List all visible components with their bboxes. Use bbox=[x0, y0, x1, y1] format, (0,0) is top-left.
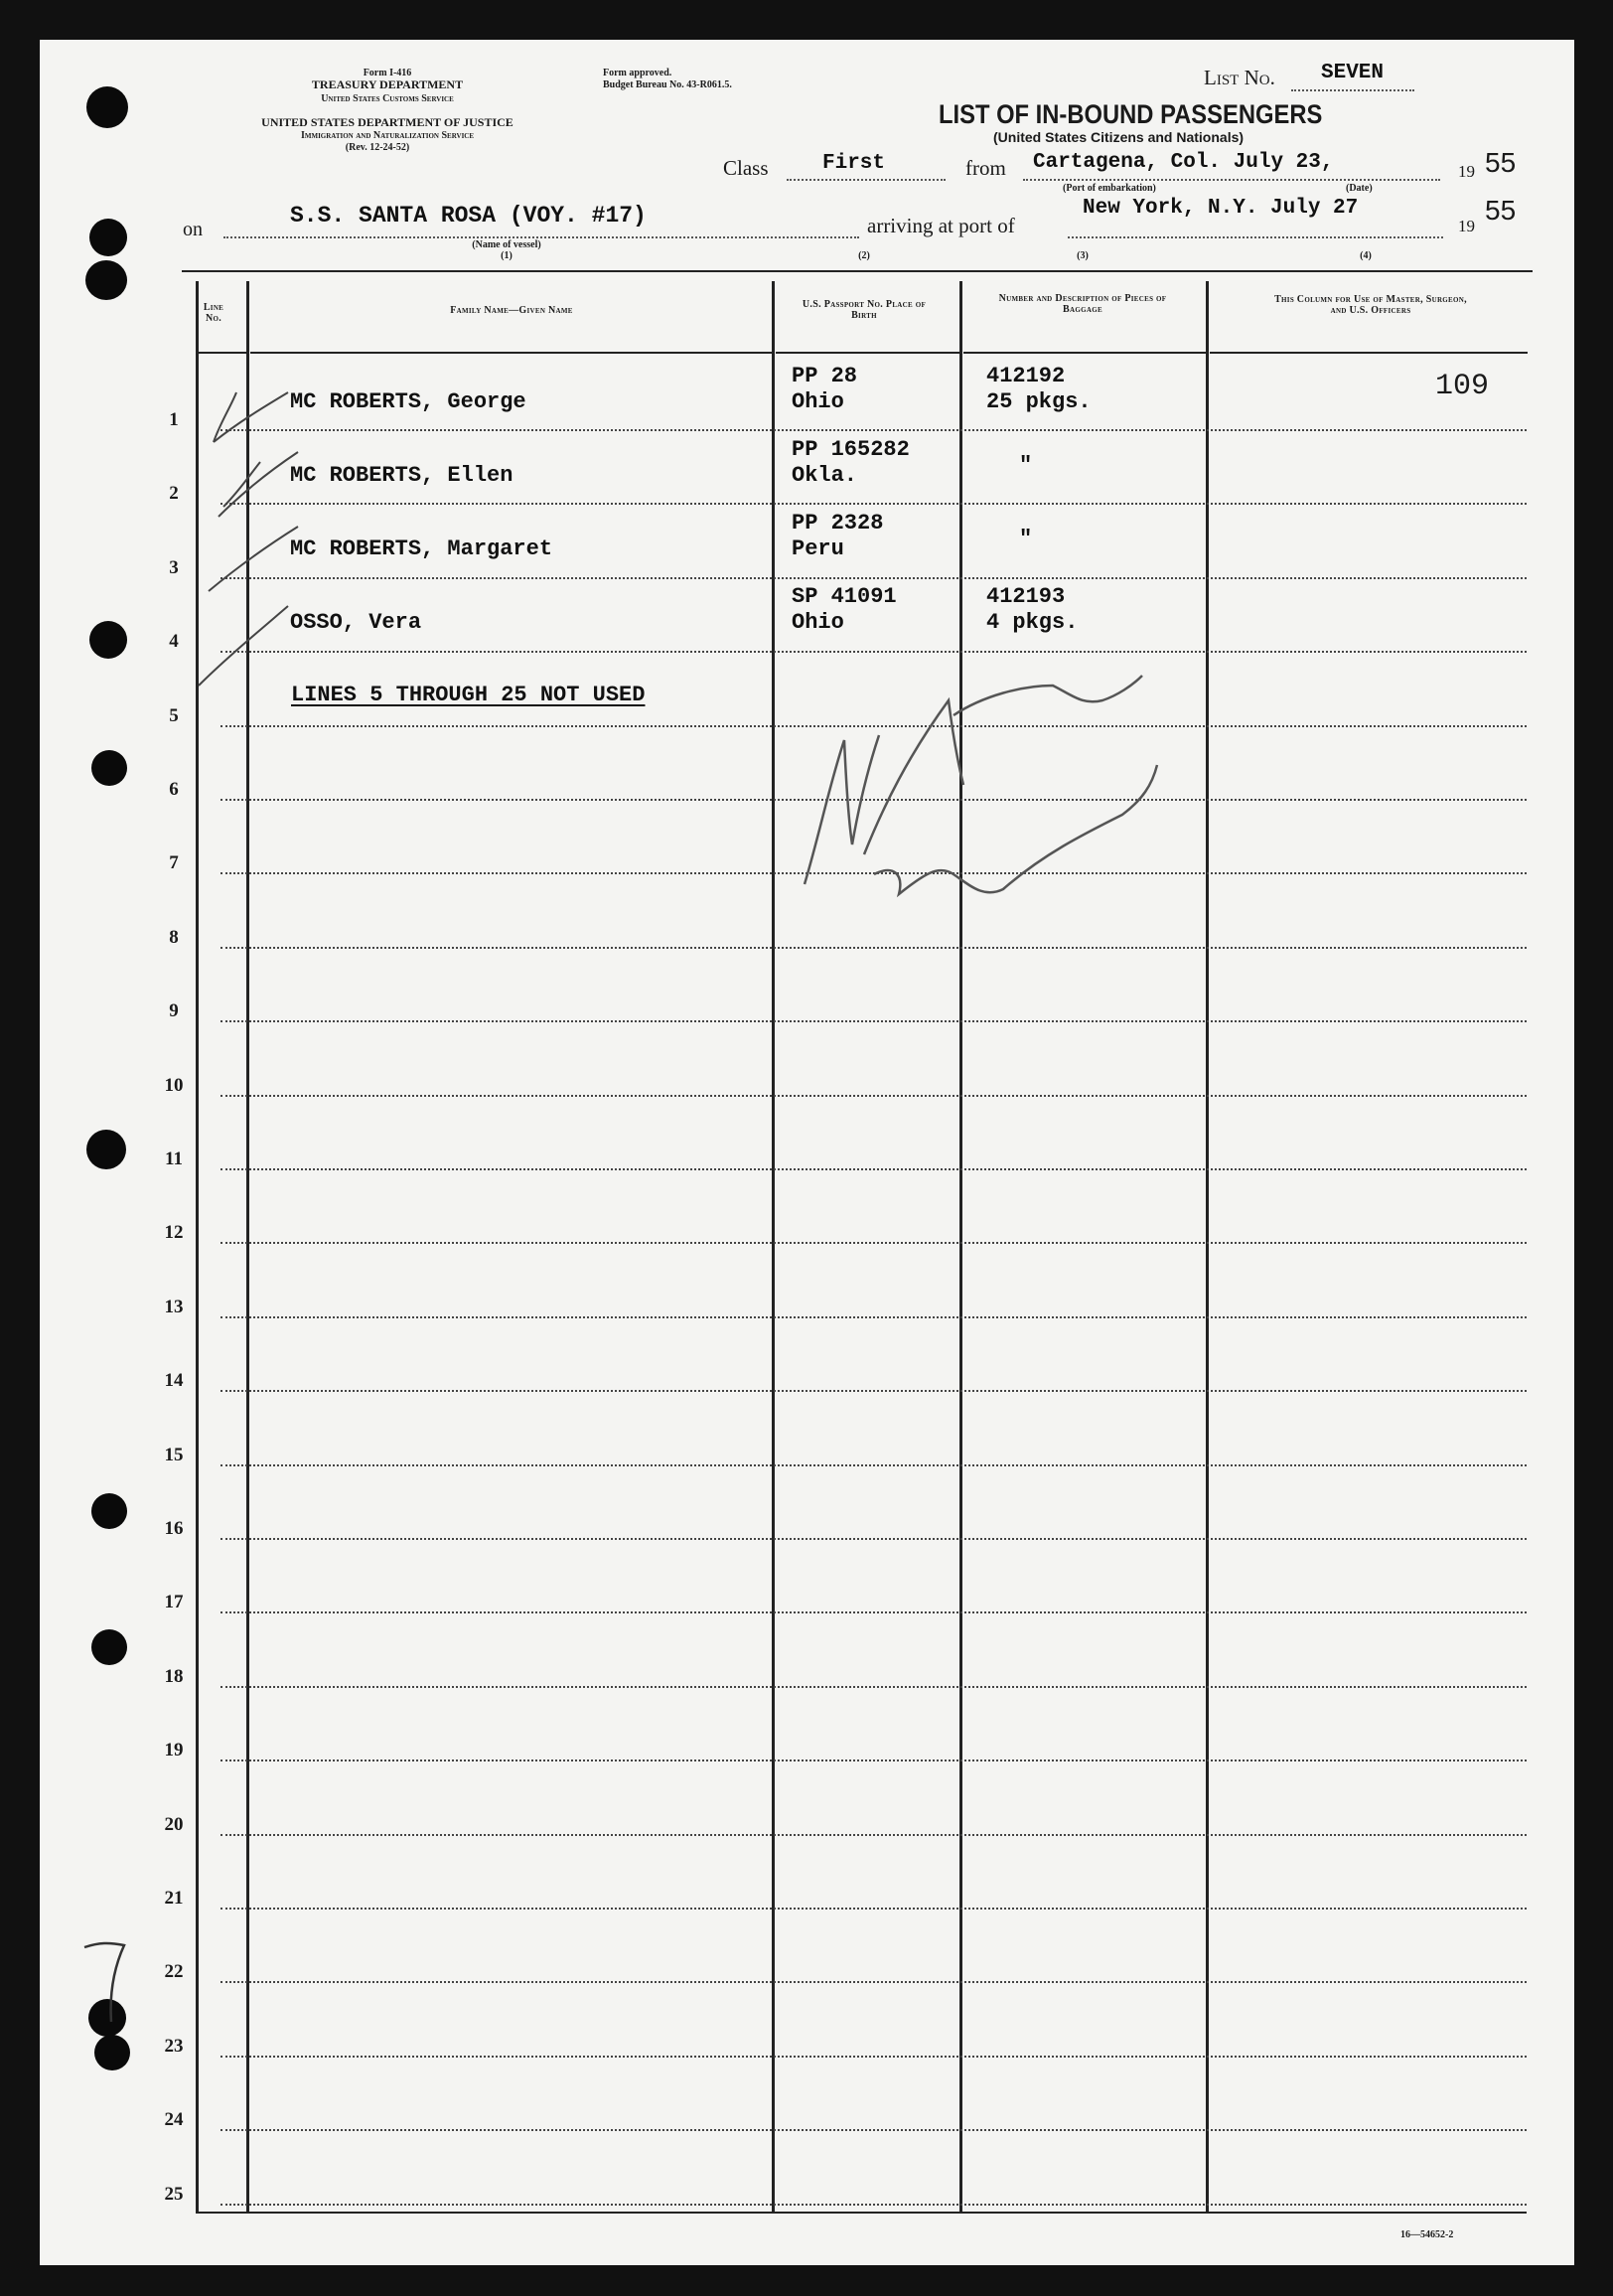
birth-place: Ohio bbox=[792, 389, 844, 414]
page-subtitle: (United States Citizens and Nationals) bbox=[993, 129, 1245, 145]
arrival-value: New York, N.Y. July 27 bbox=[1083, 197, 1359, 220]
embarkation-value: Cartagena, Col. July 23, bbox=[1033, 151, 1334, 174]
check-mark bbox=[214, 392, 236, 442]
line-number: 12 bbox=[164, 1222, 184, 1244]
passport-number: PP 2328 bbox=[792, 511, 884, 536]
justice-dept: UNITED STATES DEPARTMENT OF JUSTICE bbox=[261, 115, 513, 129]
list-no-label: List No. bbox=[1204, 66, 1275, 89]
list-no-value: SEVEN bbox=[1321, 62, 1385, 84]
baggage-description: 25 pkgs. bbox=[986, 389, 1092, 414]
header-baggage: Number and Description of Pieces of Baggage bbox=[998, 293, 1167, 315]
line-number: 6 bbox=[169, 779, 179, 800]
signature bbox=[805, 676, 1157, 894]
baggage-ditto: " bbox=[1019, 453, 1033, 478]
line-number: 1 bbox=[169, 409, 179, 430]
ins-service: Immigration and Naturalization Service bbox=[300, 130, 475, 141]
revision-date: (Rev. 12-24-52) bbox=[345, 142, 410, 153]
col-caption-4: (4) bbox=[1360, 250, 1372, 261]
line-number: 16 bbox=[164, 1518, 184, 1539]
line-number: 21 bbox=[164, 1888, 184, 1909]
header-officers: This Column for Use of Master, Surgeon, and U.S. Officers bbox=[1274, 294, 1467, 316]
date-caption: (Date) bbox=[1346, 183, 1373, 194]
form-approved: Form approved. bbox=[603, 68, 672, 78]
class-value: First bbox=[822, 152, 886, 175]
check-mark bbox=[209, 527, 298, 591]
on-label: on bbox=[183, 219, 203, 240]
header-name: Family Name—Given Name bbox=[450, 305, 573, 316]
year-value-2: 55 bbox=[1485, 195, 1517, 226]
budget-bureau: Budget Bureau No. 43-R061.5. bbox=[603, 79, 732, 90]
passenger-name: MC ROBERTS, Margaret bbox=[290, 536, 553, 561]
header-passport: U.S. Passport No. Place of Birth bbox=[802, 299, 927, 321]
line-number: 17 bbox=[164, 1592, 184, 1613]
line-number: 2 bbox=[169, 483, 179, 505]
line-number: 13 bbox=[164, 1296, 184, 1317]
line-number: 24 bbox=[164, 2109, 184, 2131]
line-number: 22 bbox=[164, 1961, 184, 1983]
baggage-description: 4 pkgs. bbox=[986, 610, 1079, 635]
line-number: 7 bbox=[169, 852, 179, 874]
col-caption-3: (3) bbox=[1077, 250, 1089, 261]
year-prefix: 19 bbox=[1458, 217, 1475, 235]
form-number: Form I-416 bbox=[363, 68, 412, 78]
passenger-name: MC ROBERTS, George bbox=[290, 389, 526, 414]
birth-place: Ohio bbox=[792, 610, 844, 635]
customs-service: United States Customs Service bbox=[321, 93, 454, 104]
passenger-name: MC ROBERTS, Ellen bbox=[290, 463, 513, 488]
passenger-name: OSSO, Vera bbox=[290, 610, 422, 635]
line-number: 3 bbox=[169, 556, 179, 578]
line-number: 10 bbox=[164, 1074, 184, 1096]
line-number: 9 bbox=[169, 1000, 179, 1022]
line-number: 5 bbox=[169, 704, 179, 726]
line-number: 19 bbox=[164, 1740, 184, 1761]
col-caption-1: (1) bbox=[501, 250, 513, 261]
baggage-ditto: " bbox=[1019, 527, 1033, 551]
line-number: 11 bbox=[165, 1148, 183, 1169]
port-caption: (Port of embarkation) bbox=[1063, 183, 1156, 194]
line-number: 20 bbox=[164, 1813, 184, 1835]
header-line-no: Line No. bbox=[203, 302, 224, 324]
lines-not-used-note: LINES 5 THROUGH 25 NOT USED bbox=[291, 683, 646, 707]
birth-place: Peru bbox=[792, 536, 844, 561]
officer-note: 109 bbox=[1435, 370, 1490, 403]
year-prefix: 19 bbox=[1458, 162, 1475, 181]
baggage-number: 412193 bbox=[986, 584, 1066, 609]
line-number: 25 bbox=[164, 2183, 184, 2205]
treasury-dept: TREASURY DEPARTMENT bbox=[311, 77, 464, 91]
year-value-1: 55 bbox=[1485, 147, 1517, 178]
page-title: LIST OF IN-BOUND PASSENGERS bbox=[939, 99, 1323, 129]
col-caption-2: (2) bbox=[858, 250, 870, 261]
line-number: 18 bbox=[164, 1665, 184, 1687]
line-number: 8 bbox=[169, 926, 179, 948]
line-number: 14 bbox=[164, 1370, 184, 1392]
line-number: 4 bbox=[169, 631, 179, 653]
line-number: 23 bbox=[164, 2035, 184, 2057]
passport-number: PP 28 bbox=[792, 364, 858, 388]
line-number: 15 bbox=[164, 1444, 184, 1465]
vessel-name: S.S. SANTA ROSA (VOY. #17) bbox=[290, 203, 647, 229]
class-label: Class bbox=[723, 156, 769, 180]
birth-place: Okla. bbox=[792, 463, 858, 488]
passport-number: PP 165282 bbox=[792, 437, 910, 462]
arriving-label: arriving at port of bbox=[867, 214, 1015, 237]
from-label: from bbox=[965, 156, 1006, 180]
baggage-number: 412192 bbox=[986, 364, 1066, 388]
check-mark bbox=[219, 452, 298, 517]
vessel-caption: (Name of vessel) bbox=[472, 239, 541, 250]
form-code: 16—54652-2 bbox=[1400, 2229, 1454, 2240]
passport-number: SP 41091 bbox=[792, 584, 897, 609]
check-mark bbox=[199, 606, 288, 686]
